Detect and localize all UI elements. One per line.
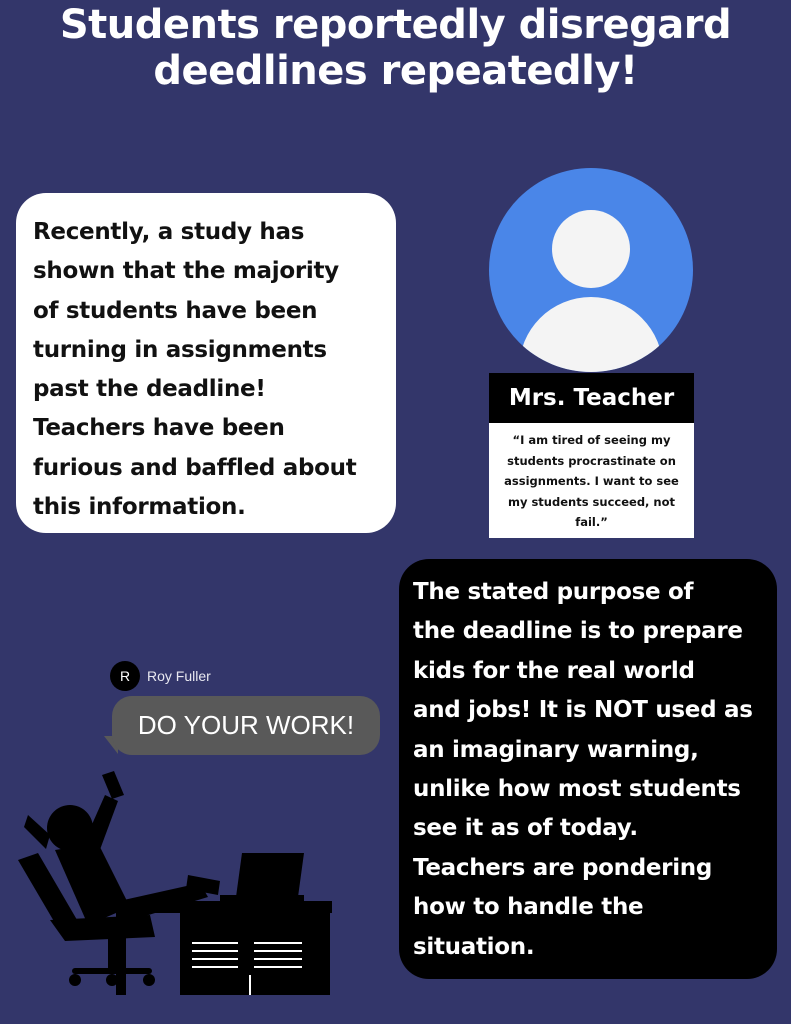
laptop-icon (236, 853, 304, 897)
sender-avatar: R (110, 661, 140, 691)
purpose-line: situation. (413, 933, 535, 960)
teacher-name: Mrs. Teacher (489, 373, 694, 423)
avatar-head (552, 210, 630, 288)
avatar-body (519, 297, 663, 372)
phone-icon (102, 771, 124, 799)
purpose-card (399, 559, 777, 979)
study-line: this information. (33, 494, 246, 521)
study-card (16, 193, 396, 533)
purpose-line: see it as of today. (413, 815, 638, 842)
default-user-icon (489, 168, 693, 372)
purpose-line: how to handle the (413, 894, 644, 921)
chair-wheel (69, 974, 81, 986)
purpose-line: Teachers are pondering (413, 854, 713, 881)
quote-line: my students succeed, not (507, 494, 676, 509)
purpose-line: kids for the real world (413, 657, 695, 684)
chair-wheel (143, 974, 155, 986)
chair-base (72, 968, 152, 974)
quote-line: assignments. I want to see (504, 474, 679, 488)
desk-top (106, 901, 332, 913)
quote-line: fail.” (575, 515, 608, 529)
desk-leg (116, 913, 126, 995)
study-line: of students have been (33, 297, 318, 324)
desk-drawers (180, 913, 330, 995)
person-arm-back (24, 815, 50, 849)
chair-stem (108, 935, 116, 970)
sender-name: Roy Fuller (147, 668, 211, 684)
study-line: Teachers have been (33, 415, 285, 442)
purpose-line: the deadline is to prepare (413, 618, 743, 645)
study-line: shown that the majority (33, 258, 339, 285)
purpose-line: and jobs! It is NOT used as (413, 697, 753, 724)
message-bubble: DO YOUR WORK! (112, 696, 380, 755)
purpose-line: unlike how most students (413, 776, 741, 803)
quote-line: students procrastinate on (507, 453, 676, 468)
study-line: past the deadline! (33, 376, 266, 403)
laptop-base (220, 895, 304, 901)
study-line: Recently, a study has (33, 219, 305, 245)
teacher-quote (489, 423, 694, 538)
quote-line: “I am tired of seeing my (512, 433, 671, 447)
study-line: turning in assignments (33, 336, 327, 363)
study-line: furious and baffled about (33, 454, 357, 481)
person-at-desk-illustration (10, 765, 340, 1000)
headline-line-2: deedlines repeatedly! (153, 48, 638, 94)
headline (20, 4, 771, 96)
purpose-line: The stated purpose of (413, 579, 694, 605)
purpose-line: an imaginary warning, (413, 736, 699, 763)
headline-line-1: Students reportedly disregard (59, 2, 732, 48)
